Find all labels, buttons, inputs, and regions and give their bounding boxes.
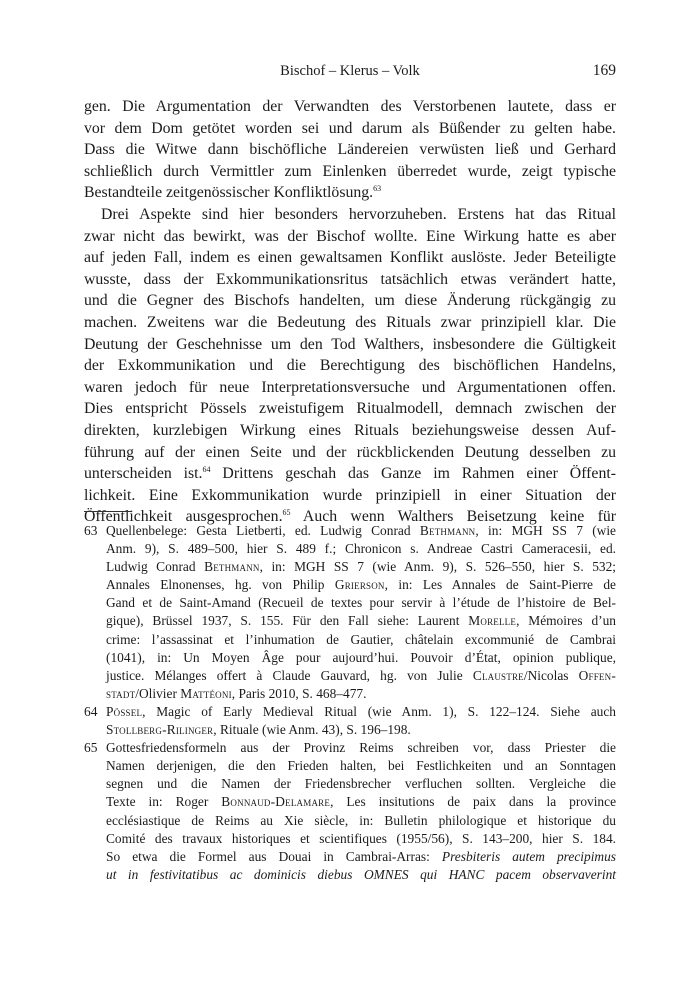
footnote-line bbox=[106, 594, 616, 612]
text-run: Namen derjenigen, die den Frieden halten, bei Festlichkeiten und an Sonntagen bbox=[106, 758, 616, 774]
text-run: auf jeden Fall, indem es einen gewaltsamen Konflikt auslöste. Jeder Beteiligte bbox=[84, 249, 616, 267]
text-run: Auch wenn Walthers Beisetzung keine für bbox=[290, 508, 616, 526]
text-run: Texte in: Roger bbox=[106, 794, 222, 810]
text-run: , Mémoires d’un bbox=[516, 613, 616, 629]
text-run: waren jedoch für neue Interpretationsversuche und Argumentationen offen. bbox=[84, 378, 616, 396]
page-number: 169 bbox=[592, 62, 616, 79]
footnote-line bbox=[106, 757, 616, 775]
text-run: Gand et de Saint-Amand (Recueil de textes pour servir à l’étude de l’histoire de Bel- bbox=[106, 595, 616, 611]
body-line bbox=[84, 247, 616, 269]
text-run: wusste, dass der Exkommunikationsritus tatsächlich etwas verändert hatte, bbox=[84, 270, 616, 288]
footnote-number: 65 bbox=[84, 740, 98, 756]
body-line bbox=[84, 334, 616, 356]
footnote bbox=[84, 739, 616, 884]
text-run: vor dem Dom getötet worden sei und darum als Büßender zu gelten habe. bbox=[84, 119, 616, 137]
text-run: /Nicolas bbox=[523, 667, 579, 683]
text-run: , in: MGH SS 7 (wie bbox=[475, 523, 617, 538]
footnote-line bbox=[106, 631, 616, 649]
body-line bbox=[84, 420, 616, 442]
footnote-line bbox=[106, 848, 616, 866]
text-run: lichkeit. Eine Exkommunikation wurde prinzipiell in einer Situation der bbox=[84, 486, 616, 504]
text-run: machen. Zweitens war die Bedeutung des Rituals zwar prinzipiell klar. Die bbox=[84, 313, 616, 331]
footnote-text bbox=[106, 522, 616, 703]
footnote-number: 64 bbox=[84, 703, 98, 719]
author-name: Grierson bbox=[334, 577, 385, 593]
text-run: Comité des travaux historiques et scientifiques (1955/56), S. 143–200, hier S. 184. bbox=[106, 830, 616, 846]
footnote-ref: 63 bbox=[373, 184, 382, 194]
text-run: justice. Mélanges offert à Claude Gauvard, hg. von Julie bbox=[106, 667, 473, 683]
text-run: , Les insitutions de paix dans la province bbox=[330, 794, 617, 810]
text-run: , Rituale (wie Anm. 43), S. 196–198. bbox=[213, 722, 411, 738]
text-run: Ludwig Conrad bbox=[106, 559, 205, 575]
text-run: schließlich durch Vermittler zum Einlenken überredet wurde, zeigt typische bbox=[84, 162, 616, 180]
footnote-ref: 64 bbox=[202, 465, 211, 475]
text-run: segnen und die Namen der Friedensbrecher verfluchen sollten. Vergleiche die bbox=[106, 776, 616, 792]
body-line bbox=[84, 290, 616, 312]
text-run: , in: Les Annales de Saint-Pierre de bbox=[384, 577, 617, 593]
text-run: , Paris 2010, S. 468–477. bbox=[231, 685, 367, 701]
footnote-line bbox=[106, 830, 616, 848]
footnote-line bbox=[106, 793, 616, 811]
footnote-line bbox=[106, 775, 616, 793]
body-line bbox=[84, 118, 616, 140]
text-run: Annales Elnonenses, hg. von Philip bbox=[106, 577, 335, 593]
italic-quote: ut in festivitatibus ac dominicis diebus OMNES qui HANC pacem observaverint bbox=[106, 866, 616, 882]
running-title: Bischof – Klerus – Volk bbox=[280, 63, 420, 79]
text-run: und die Gegner des Bischofs handelten, um diese Änderung rückgängig zu bbox=[84, 292, 616, 310]
body-line bbox=[84, 398, 616, 420]
body-line bbox=[84, 182, 616, 204]
text-run: führung auf der einen Seite und der rückblickenden Deutung desselben zu bbox=[84, 443, 616, 461]
text-run: Drei Aspekte sind hier besonders hervorzuheben. Erstens hat das Ritual bbox=[101, 205, 616, 223]
footnote-line bbox=[106, 812, 616, 830]
footnote-line bbox=[106, 739, 616, 757]
author-name: stadt bbox=[106, 685, 136, 701]
author-name: Mattéoni bbox=[180, 685, 232, 701]
body-line bbox=[84, 312, 616, 334]
footnote-number: 63 bbox=[84, 523, 98, 538]
footnote-text bbox=[106, 739, 616, 884]
footnote-line bbox=[106, 612, 616, 630]
body-text bbox=[84, 96, 616, 528]
author-name: Pössel bbox=[106, 703, 143, 719]
text-run: gique), Brüssel 1937, S. 155. Für den Fall siehe: Laurent bbox=[106, 613, 469, 629]
author-name: Claustre bbox=[472, 667, 524, 683]
text-run: Öffentlichkeit ausgesprochen. bbox=[84, 508, 283, 526]
body-line bbox=[84, 139, 616, 161]
body-line bbox=[84, 442, 616, 464]
text-run: Bestandteile zeitgenössischer Konfliktlösung. bbox=[84, 184, 374, 202]
footnote-line bbox=[106, 685, 616, 703]
author-name: Morelle bbox=[468, 613, 517, 629]
footnote-line bbox=[106, 866, 616, 884]
text-run: So etwa die Formel aus Douai in Cambrai-Arras: bbox=[106, 848, 442, 864]
text-run: gen. Die Argumentation der Verwandten des Verstorbenen lautete, dass er bbox=[84, 98, 616, 115]
body-line bbox=[84, 355, 616, 377]
text-run: der Exkommunikation und die Berechtigung des bischöflichen Handelns, bbox=[84, 357, 616, 375]
running-head bbox=[84, 63, 616, 83]
text-run: (1041), in: Un Moyen Âge pour aujourd’hui. Pouvoir d’État, opinion publique, bbox=[106, 649, 616, 665]
text-run: unterscheiden ist. bbox=[84, 465, 203, 483]
author-name: Bonnaud-Delamare bbox=[221, 794, 331, 810]
body-line bbox=[84, 161, 616, 183]
text-run: zwar nicht das bewirkt, was der Bischof wollte. Eine Wirkung hatte es aber bbox=[84, 227, 616, 245]
footnote-line bbox=[106, 522, 616, 540]
footnote-line bbox=[106, 576, 616, 594]
footnote-line bbox=[106, 721, 616, 739]
author-name: Bethmann bbox=[204, 559, 260, 575]
footnote-rule bbox=[84, 511, 132, 512]
footnote-ref: 65 bbox=[282, 508, 291, 518]
footnote bbox=[84, 522, 616, 703]
body-line bbox=[84, 463, 616, 485]
footnote-line bbox=[106, 558, 616, 576]
text-run: Anm. 9), S. 489–500, hier S. 489 f.; Chronicon s. Andreae Castri Cameracesii, ed. bbox=[106, 541, 616, 557]
text-run: Deutung der Geschehnisse um den Tod Walthers, insbesondere die Gültigkeit bbox=[84, 335, 616, 353]
body-line bbox=[84, 377, 616, 399]
footnotes bbox=[84, 522, 616, 884]
body-line bbox=[84, 269, 616, 291]
text-run: , in: MGH SS 7 (wie Anm. 9), S. 526–550, hier S. 532; bbox=[259, 559, 616, 575]
footnote bbox=[84, 703, 616, 739]
italic-quote: Presbiteris autem precipimus bbox=[441, 848, 616, 864]
footnote-line bbox=[106, 540, 616, 558]
footnote-line bbox=[106, 667, 616, 685]
body-line bbox=[84, 96, 616, 118]
body-line bbox=[84, 204, 616, 226]
author-name: Bethmann bbox=[419, 523, 476, 538]
text-run: crime: l’assassinat et l’inhumation de Gautier, châtelain excommunié de Cambrai bbox=[106, 631, 616, 647]
footnote-text bbox=[106, 703, 616, 739]
text-run: , Magic of Early Medieval Ritual (wie Anm. 1), S. 122–124. Siehe auch bbox=[142, 703, 616, 719]
text-run: ecclésiastique de Reims au Xie siècle, in: Bulletin philologique et historique du bbox=[106, 812, 616, 828]
text-run: /Olivier bbox=[135, 685, 181, 701]
body-line bbox=[84, 485, 616, 507]
text-run: Dies entspricht Pössels zweistufigem Ritualmodell, demnach zwischen der bbox=[84, 400, 616, 418]
footnote-line bbox=[106, 649, 616, 667]
footnote-line bbox=[106, 703, 616, 721]
text-run: Drittens geschah das Ganze im Rahmen einer Öffent- bbox=[210, 465, 616, 483]
text-run: direkten, kurzlebigen Wirkung eines Rituals beziehungsweise dessen Auf- bbox=[84, 421, 616, 439]
text-run: Dass die Witwe dann bischöfliche Ländereien verwüsten ließ und Gerhard bbox=[84, 141, 616, 159]
author-name: Offen- bbox=[578, 667, 616, 683]
text-run: Quellenbelege: Gesta Lietberti, ed. Ludwig Conrad bbox=[106, 523, 420, 538]
text-run: Gottesfriedensformeln aus der Provinz Reims schreiben vor, dass Priester die bbox=[106, 740, 616, 756]
author-name: Stollberg-Rilinger bbox=[106, 722, 214, 738]
body-line bbox=[84, 226, 616, 248]
